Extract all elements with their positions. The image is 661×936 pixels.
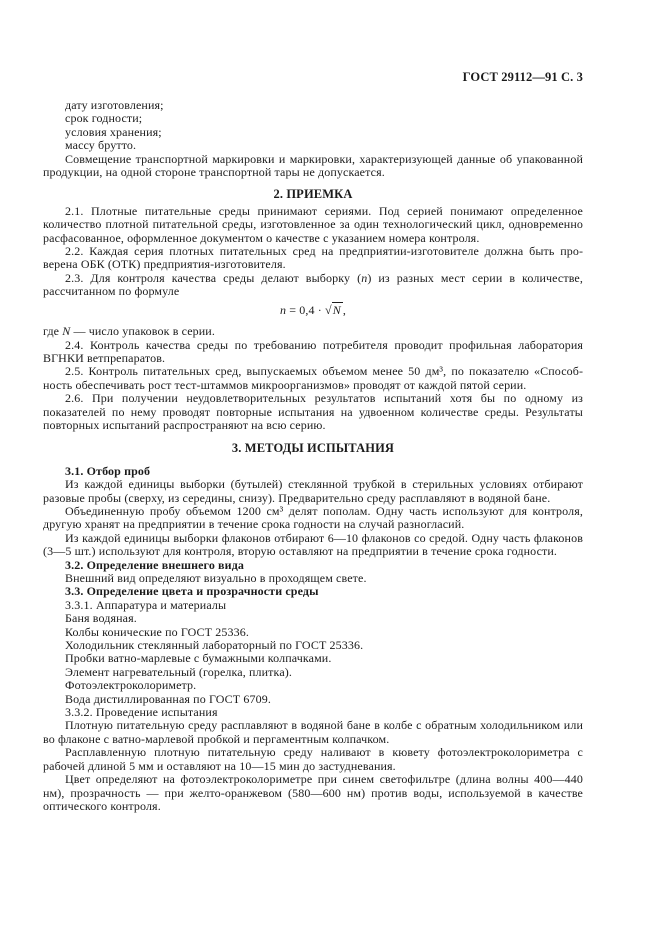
- paragraph: [43, 325, 583, 338]
- paragraph: Расплавленную плотную питательную среду наливают в кювету фотоэлектроколориметра с рабочей длиной 5 мм и оставляют на 10—15 мин до застудневания.: [43, 745, 583, 773]
- list-line: Элемент нагревательный (горелка, плитка).: [65, 664, 292, 679]
- text-run: 2.3. Для контроля качества среды делают выборку (: [65, 270, 362, 285]
- paragraph: 2.1. Плотные питательные среды принимают сериями. Под серией понимают определенное количество плотной питательной среды, изготовленное за один технологический цикл, одновременно расфасованное, оформленное документом о качестве с указанием номера контроля.: [43, 203, 583, 245]
- formula-expression: = 0,4 ·: [289, 302, 325, 317]
- paragraph: 2.6. При получении неудовлетворительных результатов испытаний хотя бы по одному из показателей по нему проводят повторные испытания на удвоенном количестве среды. Результаты повторных испытаний распространяют на всю серию.: [43, 391, 583, 432]
- list-line: дату изготовления;: [65, 98, 164, 112]
- text-run: ) из разных мест серии в количестве, рассчитанном по формуле: [43, 270, 583, 299]
- variable: N: [62, 324, 71, 339]
- list-line: 3.3.2. Проведение испытания: [65, 705, 218, 720]
- list-line: Внешний вид определяют визуально в проходящем свете.: [65, 571, 367, 585]
- paragraph: 2.5. Контроль питательных сред, выпускаемых объемом менее 50 дм³, по показателю «Способность обеспечивать рост тест-штаммов микроорганизмов» проводят от каждой пятой серии.: [43, 364, 583, 392]
- document-content: [43, 99, 583, 813]
- formula-variable: n: [280, 302, 290, 317]
- paragraph: Цвет определяют на фотоэлектроколориметре при синем светофильтре (длина волны 400—440 нм), прозрачность — при желто-оранжевом (580—600 нм) против воды, используемой в качестве оптического контроля.: [43, 772, 583, 813]
- list-line: 3.3.1. Аппаратура и материалы: [65, 597, 227, 612]
- page-header: ГОСТ 29112—91 С. 3: [462, 70, 583, 84]
- sqrt-sign: √: [325, 302, 332, 317]
- list-line: Холодильник стеклянный лабораторный по ГОСТ 25336.: [65, 638, 364, 653]
- list-line: Фотоэлектроколориметр.: [65, 678, 197, 693]
- variable: n: [361, 270, 368, 285]
- list-line: срок годности;: [65, 111, 143, 126]
- paragraph: 2.2. Каждая серия плотных питательных сред на предприятии-изготовителе должна быть проверена ОБК (ОТК) предприятия-изготовителя.: [43, 244, 583, 272]
- formula-radicand: N: [332, 302, 341, 317]
- formula-tail: ,: [342, 302, 346, 317]
- list-line: Колбы конические по ГОСТ 25336.: [65, 624, 249, 639]
- text-run: где: [43, 324, 63, 339]
- section-heading: 2. ПРИЕМКА: [273, 187, 353, 202]
- paragraph: [43, 272, 583, 299]
- list-line: Баня водяная.: [65, 611, 137, 626]
- section-heading: 3. МЕТОДЫ ИСПЫТАНИЯ: [231, 441, 395, 456]
- list-line: массу брутто.: [65, 138, 137, 153]
- paragraph: Из каждой единицы выборки (бутылей) стеклянной трубкой в стерильных условиях отбирают разовые пробы (сверху, из середины, снизу). Предварительно среду расплавляют в водяной бане.: [43, 477, 583, 505]
- paragraph: 2.4. Контроль качества среды по требованию потребителя проводит профильная лаборатория ВГНКИ ветпрепаратов.: [43, 337, 583, 365]
- paragraph: Объединенную пробу объемом 1200 см³ делят пополам. Одну часть используют для контроля, другую хранят на предприятии в течение срока годности на случай разногласий.: [43, 503, 583, 532]
- subsection-heading: 3.3. Определение цвета и прозрачности среды: [65, 584, 319, 599]
- subsection-heading: 3.1. Отбор проб: [65, 463, 151, 478]
- paragraph: Совмещение транспортной маркировки и маркировки, характеризующей данные об упакованной продукции, на одной стороне транспортной тары не допускается.: [43, 151, 583, 180]
- text-run: — число упаковок в серии.: [70, 324, 215, 339]
- paragraph: Из каждой единицы выборки флаконов отбирают 6—10 флаконов со средой. Одну часть флаконов (3—5 шт.) используют для контроля, вторую оставляют на предприятии в течение срока годности.: [43, 530, 583, 559]
- subsection-heading: 3.2. Определение внешнего вида: [65, 557, 245, 572]
- list-line: Пробки ватно-марлевые с бумажными колпачками.: [65, 651, 332, 666]
- list-line: условия хранения;: [65, 124, 162, 139]
- formula: [43, 304, 583, 317]
- list-line: Вода дистиллированная по ГОСТ 6709.: [65, 691, 271, 706]
- paragraph: Плотную питательную среду расплавляют в водяной бане в колбе с обратным холодильником или во флаконе с ватно-марлевой пробкой и пергаментным колпачком.: [43, 718, 583, 746]
